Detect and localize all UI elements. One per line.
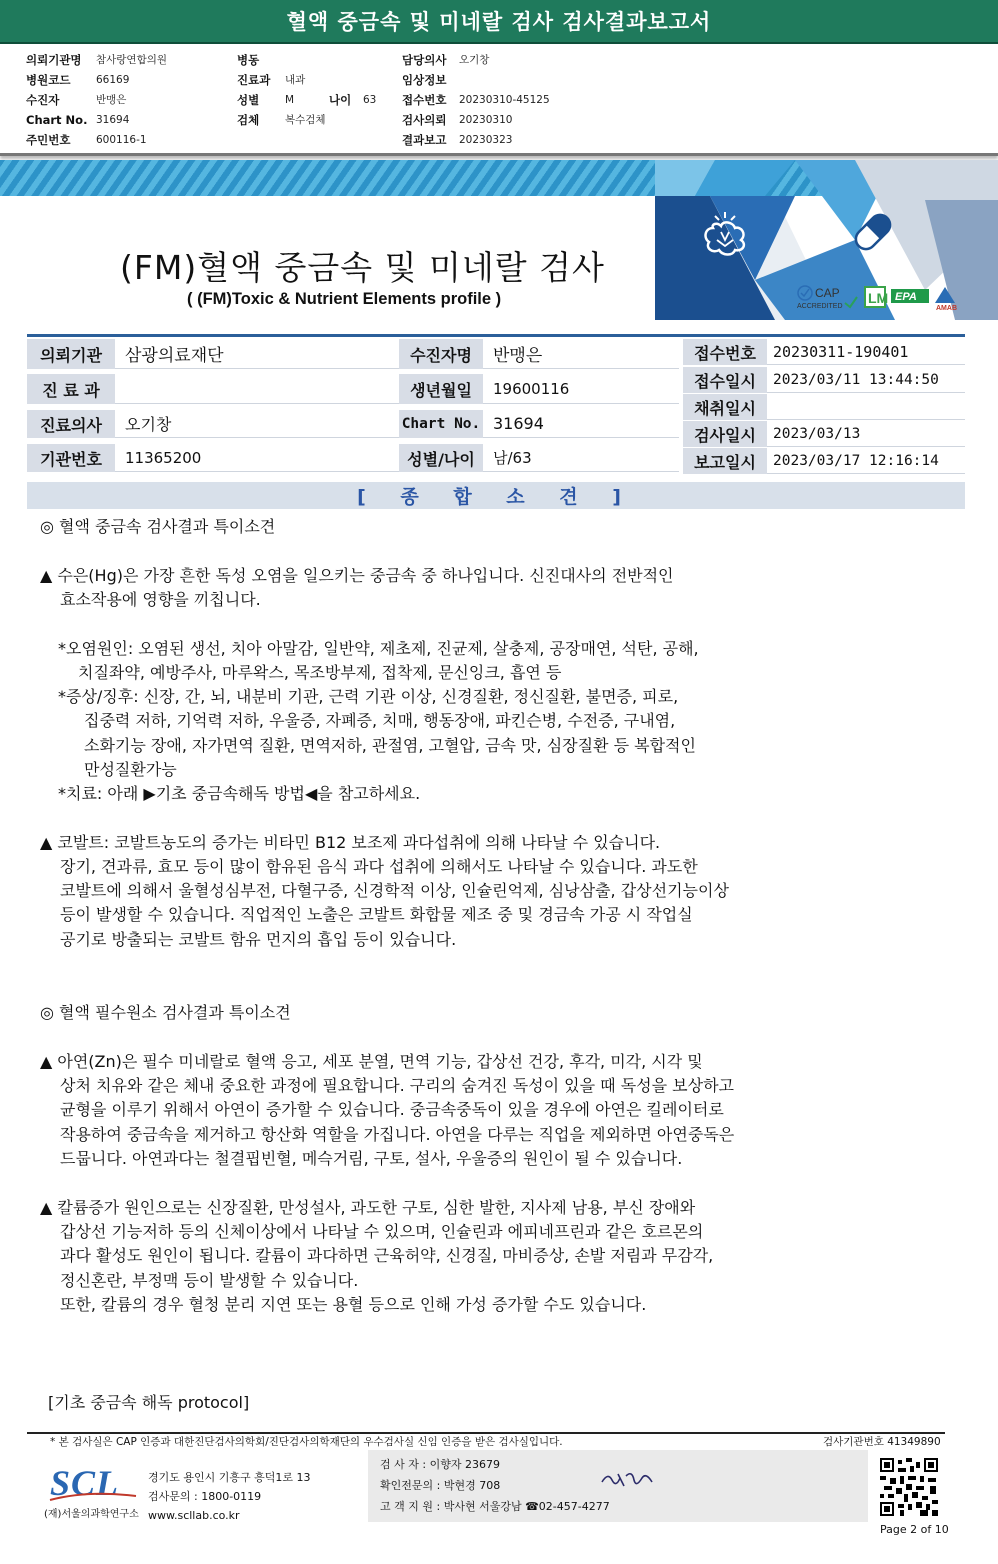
report-banner: 혈액 중금속 및 미네랄 검사 검사결과보고서 xyxy=(0,0,998,44)
header-key: 임상정보 xyxy=(402,73,447,87)
header-key: 접수번호 xyxy=(402,93,447,107)
summary-line: [기초 중금속 해독 protocol] xyxy=(48,1393,250,1412)
header-key: 수진자 xyxy=(26,93,60,107)
summary-line: *치료: 아래 ▶기초 중금속해독 방법◀을 참고하세요. xyxy=(58,784,421,803)
footer-web[interactable]: www.scllab.co.kr xyxy=(148,1509,240,1522)
summary-line: ▲ 수은(Hg)은 가장 흔한 독성 오염을 일으키는 중금속 중 하나입니다. 신진대사의 전반적인 xyxy=(40,566,674,585)
summary-title: [ 종 합 소 견 ] xyxy=(27,482,965,509)
summary-line: 균형을 이루기 위해서 아연이 증가할 수 있습니다. 중금속중독이 있을 경우에 아연은 킬레이터로 xyxy=(60,1100,724,1119)
label-birth-date: 생년월일 xyxy=(399,374,483,404)
header-value: 20230323 xyxy=(459,134,513,146)
label-requesting-institution: 의뢰기관 xyxy=(27,339,115,369)
patient-header xyxy=(0,44,998,156)
label-receipt-datetime: 접수일시 xyxy=(683,367,767,393)
svg-text:LM: LM xyxy=(868,290,889,306)
scl-logo: SCL xyxy=(50,1463,120,1503)
staff-specialist: 확인전문의 : 박현경 708 xyxy=(380,1479,501,1492)
value-patient-name: 반맹은 xyxy=(483,339,679,369)
summary-line: 작용하여 중금속을 제거하고 항산화 역할을 가집니다. 아연을 다루는 직업을 제외하면 아연중독은 xyxy=(60,1125,735,1144)
header-key: 결과보고 xyxy=(402,133,447,147)
header-value: 오기창 xyxy=(459,54,490,66)
summary-line: ◎ 혈액 필수원소 검사결과 특이소견 xyxy=(40,1003,291,1022)
header-value: 반맹은 xyxy=(96,94,127,106)
label-physician: 진료의사 xyxy=(27,410,115,438)
label-institution-code: 기관번호 xyxy=(27,444,115,472)
footer-phone: 검사문의 : 1800-0119 xyxy=(148,1490,262,1503)
summary-line: *오염원인: 오염된 생선, 치아 아말감, 일반약, 제초제, 진균제, 살충제, 공장매연, 석탄, 공해, xyxy=(58,639,699,658)
header-key: 병동 xyxy=(237,53,260,67)
header-value: 내과 xyxy=(285,74,306,86)
footer-address: 경기도 용인시 기흥구 흥덕1로 13 xyxy=(148,1471,311,1484)
header-col-3 xyxy=(402,50,550,150)
signature-image xyxy=(598,1468,656,1492)
header-key: 검체 xyxy=(237,113,260,127)
staff-support: 고 객 지 원 : 박사현 서울강남 ☎02-457-4277 xyxy=(380,1500,610,1513)
value-sex-age: 남/63 xyxy=(483,444,679,472)
info-table xyxy=(27,334,965,337)
label-sex-age: 성별/나이 xyxy=(399,444,483,472)
summary-line: 정신혼란, 부정맥 등이 발생할 수 있습니다. xyxy=(60,1271,359,1290)
footer-accreditation-note: * 본 검사실은 CAP 인증과 대한진단검사의학회/진단검사의학재단의 우수검사실 신임 인증을 받은 검사실입니다. xyxy=(50,1436,563,1448)
qr-code-icon xyxy=(880,1458,938,1516)
summary-line: 효소작용에 영향을 끼칩니다. xyxy=(60,590,261,609)
amab-text: AMAB xyxy=(936,305,957,311)
header-key: 주민번호 xyxy=(26,133,71,147)
header-key: 진료과 xyxy=(237,73,271,87)
header-value: 600116-1 xyxy=(96,134,147,146)
header-key: Chart No. xyxy=(26,113,88,127)
summary-line: ▲ 칼륨증가 원인으로는 신장질환, 만성설사, 과도한 구토, 심한 발한, 지사제 남용, 부신 장애와 xyxy=(40,1198,696,1217)
summary-line: ◎ 혈액 중금속 검사결과 특이소견 xyxy=(40,517,276,536)
summary-line: 갑상선 기능저하 등의 신체이상에서 나타날 수 있으며, 인슐린과 에피네프린과 같은 호르몬의 xyxy=(60,1222,704,1241)
cap-logo-icon xyxy=(795,283,995,311)
header-key: 담당의사 xyxy=(402,53,447,67)
label-chart-number: Chart No. xyxy=(399,410,483,438)
label-collection-datetime: 채취일시 xyxy=(683,394,767,420)
label-receipt-number: 접수번호 xyxy=(683,339,767,365)
summary-line: 만성질환가능 xyxy=(84,760,177,779)
summary-line: 또한, 칼륨의 경우 혈청 분리 지연 또는 용혈 등으로 인해 가성 증가할 수도 있습니다. xyxy=(60,1295,647,1314)
label-test-datetime: 검사일시 xyxy=(683,421,767,447)
value-institution-code: 11365200 xyxy=(115,444,399,472)
header-value: 20230310 xyxy=(459,114,513,126)
value-requesting-institution: 삼광의료재단 xyxy=(115,339,399,369)
value-collection-datetime xyxy=(767,394,965,420)
summary-line: 드뭅니다. 아연과다는 철결핍빈혈, 메슥거림, 구토, 설사, 우울증의 원인이 될 수 있습니다. xyxy=(60,1149,683,1168)
summary-line: 상처 치유와 같은 체내 중요한 과정에 필요합니다. 구리의 숨겨진 독성이 있을 때 독성을 보상하고 xyxy=(60,1076,734,1095)
scl-institute-name: (재)서울의과학연구소 xyxy=(44,1509,139,1520)
summary-line: ▲ 아연(Zn)은 필수 미네랄로 혈액 응고, 세포 분열, 면역 기능, 갑상선 건강, 후각, 미각, 시각 및 xyxy=(40,1052,703,1071)
header-key: 성별 xyxy=(237,93,260,107)
accreditation-logos xyxy=(795,283,995,311)
value-receipt-datetime: 2023/03/11 13:44:50 xyxy=(767,367,965,393)
header-value: 20230310-45125 xyxy=(459,94,550,106)
header-key: 병원코드 xyxy=(26,73,71,87)
header-value: 66169 xyxy=(96,74,130,86)
footer-lab-code: 검사기관번호 41349890 xyxy=(823,1436,941,1448)
footer-address-block xyxy=(148,1468,311,1525)
label-patient-name: 수진자명 xyxy=(399,339,483,369)
report-title: (FM)혈액 중금속 및 미네랄 검사 xyxy=(120,248,605,287)
cap-text: CAP xyxy=(815,286,840,300)
header-key: 검사의뢰 xyxy=(402,113,447,127)
value-receipt-number: 20230311-190401 xyxy=(767,339,965,365)
header-col-2 xyxy=(237,50,376,130)
label-report-datetime: 보고일시 xyxy=(683,448,767,474)
value-department xyxy=(115,374,399,404)
summary-line: 장기, 견과류, 효모 등이 많이 함유된 음식 과다 섭취에 의해서도 나타날 수 있습니다. 과도한 xyxy=(60,857,698,876)
summary-line: ▲ 코발트: 코발트농도의 증가는 비타민 B12 보조제 과다섭취에 의해 나타날 수 있습니다. xyxy=(40,833,661,852)
summary-line: 코발트에 의해서 울혈성심부전, 다혈구증, 신경학적 이상, 인슐린억제, 심낭삼출, 갑상선기능이상 xyxy=(60,881,729,900)
label-department: 진 료 과 xyxy=(27,374,115,404)
value-birth-date: 19600116 xyxy=(483,374,679,404)
header-col-1 xyxy=(26,50,167,150)
summary-line: 소화기능 장애, 자가면역 질환, 면역저하, 관절염, 고혈압, 금속 맛, 심장질환 등 복합적인 xyxy=(84,736,696,755)
header-value: M xyxy=(285,94,295,106)
epa-text: EPA xyxy=(895,291,917,303)
value-physician: 오기창 xyxy=(115,410,399,438)
value-test-datetime: 2023/03/13 xyxy=(767,421,965,447)
value-report-datetime: 2023/03/17 12:16:14 xyxy=(767,448,965,474)
header-key: 의뢰기관명 xyxy=(26,53,82,67)
summary-line: 집중력 저하, 기억력 저하, 우울증, 자폐증, 치매, 행동장애, 파킨슨병, 수전증, 구내염, xyxy=(84,711,676,730)
header-value: 복수검체 xyxy=(285,114,326,126)
summary-line: 과다 활성도 원인이 됩니다. 칼륨이 과다하면 근육허약, 신경질, 마비증상, 손발 저림과 무감각, xyxy=(60,1246,714,1265)
header-value: 31694 xyxy=(96,114,130,126)
capsule-icon xyxy=(845,204,901,260)
summary-line: *증상/징후: 신장, 간, 뇌, 내분비 기관, 근력 기관 이상, 신경질환, 정신질환, 불면증, 피로, xyxy=(58,687,679,706)
header-value: 참사랑연합의원 xyxy=(96,54,168,66)
report-subtitle: ( (FM)Toxic & Nutrient Elements profile ) xyxy=(187,290,502,308)
cap-sub-text: ACCREDITED xyxy=(797,303,843,310)
header-key: 나이 xyxy=(329,93,352,107)
logo-swoosh-icon xyxy=(48,1492,138,1502)
header-value: 63 xyxy=(363,94,377,106)
value-chart-number: 31694 xyxy=(483,410,679,438)
summary-line: 등이 발생할 수 있습니다. 직업적인 노출은 코발트 화합물 제조 중 및 경금속 가공 시 작업실 xyxy=(60,905,693,924)
staff-tester: 검 사 자 : 이향자 23679 xyxy=(380,1458,500,1471)
page-number: Page 2 of 10 xyxy=(880,1523,949,1536)
brain-icon xyxy=(695,208,755,264)
summary-line: 치질좌약, 예방주사, 마루왁스, 목조방부제, 접착제, 문신잉크, 흡연 등 xyxy=(78,663,562,682)
summary-line: 공기로 방출되는 코발트 함유 먼지의 흡입 등이 있습니다. xyxy=(60,930,457,949)
staff-list xyxy=(380,1454,610,1517)
